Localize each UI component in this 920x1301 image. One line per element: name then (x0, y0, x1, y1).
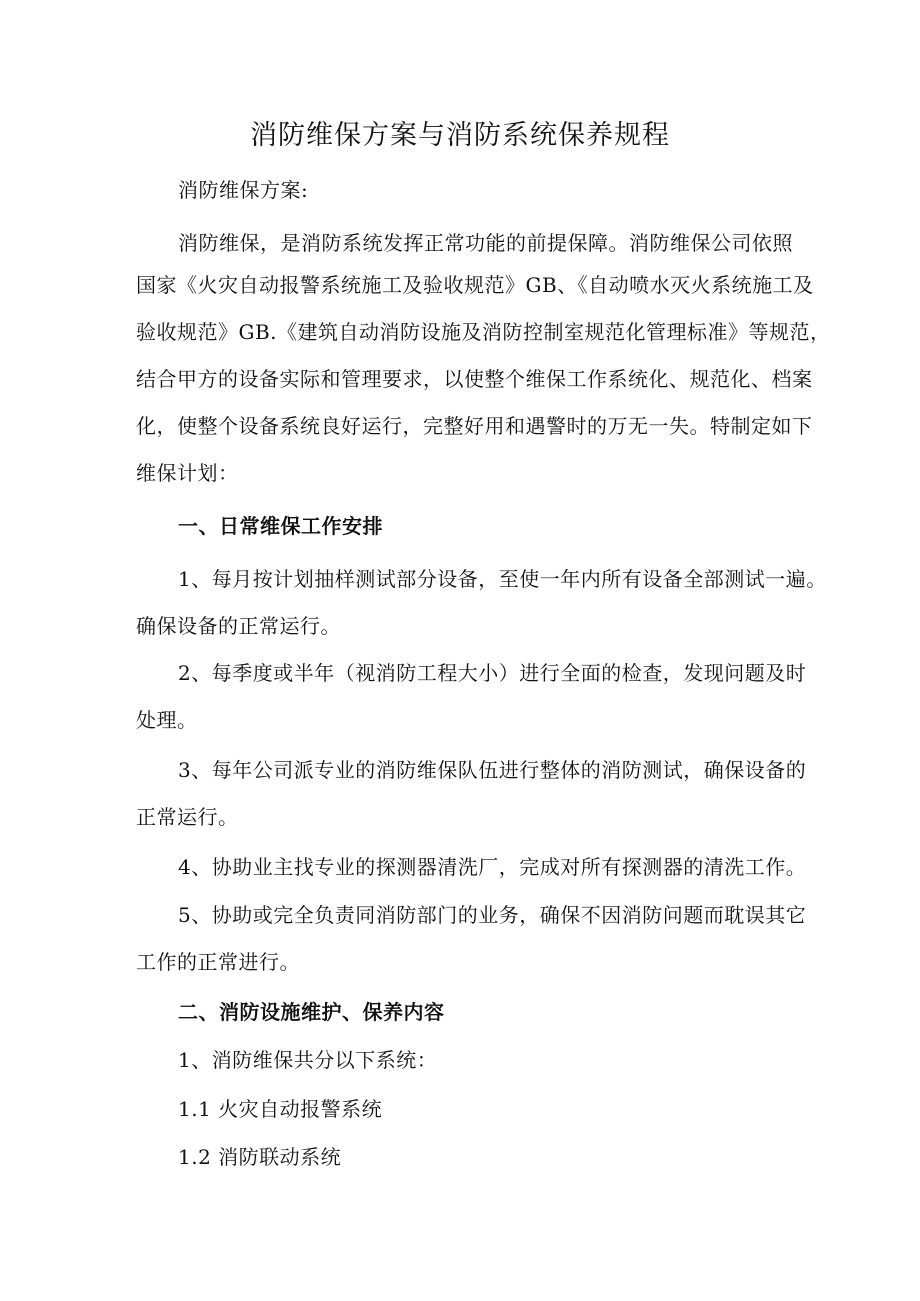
section2-line-1: 1、消防维保共分以下系统： (178, 1048, 438, 1072)
intro-line-5: 化，使整个设备系统良好运行，完整好用和遇警时的万无一失。特制定如下 (136, 414, 813, 438)
section2-line-2: 1.1 火灾自动报警系统 (178, 1097, 383, 1121)
section1-item-2: 2、每季度或半年（视消防工程大小）进行全面的检查，发现问题及时 (178, 661, 807, 685)
section1-heading: 一、日常维保工作安排 (178, 514, 383, 538)
section1-item-1: 1、每月按计划抽样测试部分设备，至使一年内所有设备全部测试一遍。 (178, 567, 827, 591)
section1-item-1-cont: 确保设备的正常运行。 (136, 614, 341, 638)
section2-line-3: 1.2 消防联动系统 (178, 1145, 342, 1169)
section1-item-2-cont: 处理。 (136, 708, 198, 732)
intro-line-3: 验收规范》GB.《建筑自动消防设施及消防控制室规范化管理标准》等规范， (136, 320, 831, 344)
section2-heading: 二、消防设施维护、保养内容 (178, 1000, 445, 1024)
intro-line-6: 维保计划： (136, 461, 239, 485)
section1-item-3: 3、每年公司派专业的消防维保队伍进行整体的消防测试，确保设备的 (178, 758, 807, 782)
section1-item-5-cont: 工作的正常进行。 (136, 950, 300, 974)
section1-item-3-cont: 正常运行。 (136, 805, 239, 829)
intro-line-4: 结合甲方的设备实际和管理要求，以使整个维保工作系统化、规范化、档案 (136, 367, 813, 391)
section-heading: 消防维保方案: (178, 178, 309, 202)
intro-line-2: 国家《火灾自动报警系统施工及验收规范》GB、《自动喷水灭火系统施工及 (136, 273, 814, 297)
document-title: 消防维保方案与消防系统保养规程 (250, 120, 670, 151)
intro-line-1: 消防维保，是消防系统发挥正常功能的前提保障。消防维保公司依照 (178, 231, 793, 255)
section1-item-5: 5、协助或完全负责同消防部门的业务，确保不因消防问题而耽误其它 (178, 903, 807, 927)
section1-item-4: 4、协助业主找专业的探测器清洗厂，完成对所有探测器的清洗工作。 (178, 855, 807, 879)
